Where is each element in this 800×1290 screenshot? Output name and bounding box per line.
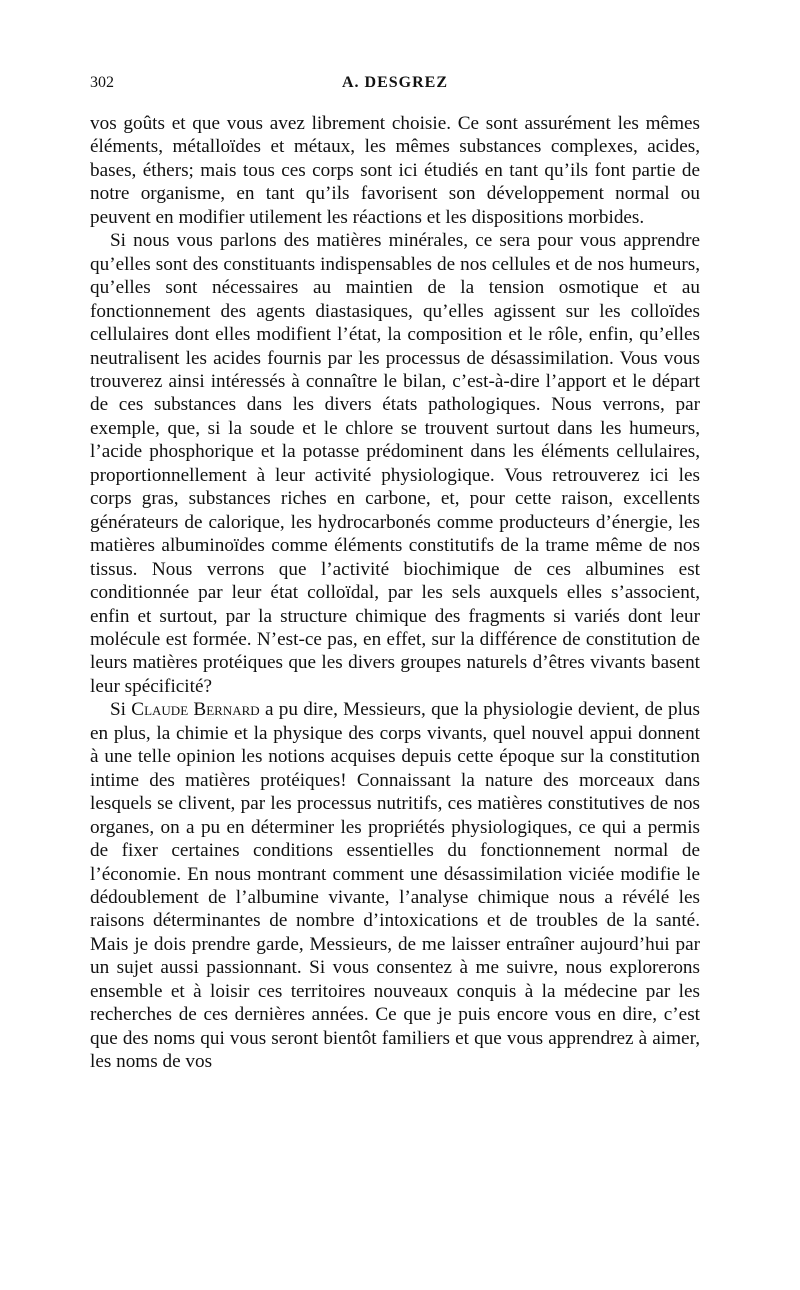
page-number: 302 <box>90 74 114 91</box>
paragraph-3-rest: a pu dire, Messieurs, que la physiologie devient, de plus en plus, la chimie et la physique des corps vivants, quel nouvel appui donnent à une telle opinion les notions acquises depuis cette époque sur la constitution intime des matières protéiques! Connaissant la nature des morceaux dans lesquels se clivent, par les processus nutritifs, ces matières constitutives de nos organes, on a pu en déterminer les propriétés physiologiques, ce qui a permis de fixer certaines conditions essentielles du fonctionnement normal de l’économie. En nous montrant comment une désassimilation viciée modifie le dédoublement de l’albumine vivante, l’analyse chimique nous a révélé les raisons déterminantes de nombre d’intoxications et de troubles de la santé. Mais je dois prendre garde, Messieurs, de me laisser entraîner aujourd’hui par un sujet aussi passionnant. Si vous consentez à me suivre, nous explorerons ensemble et à loisir ces territoires nouveaux conquis à la médecine par les recherches de ces dernières années. Ce que je puis encore vous en dire, c’est que des noms qui vous seront bientôt familiers et que vous apprendrez à aimer, les noms de vos <box>90 699 700 1073</box>
paragraph-1: vos goûts et que vous avez librement choisie. Ce sont assurément les mêmes éléments, métalloïdes et métaux, les mêmes substances complexes, acides, bases, éthers; mais tous ces corps sont ici étudiés en tant qu’ils font partie de notre organisme, en tant qu’ils favorisent son développement normal ou peuvent en modifier utilement les réactions et les dispositions morbides. <box>90 113 700 228</box>
running-head: A. DESGREZ <box>341 74 449 91</box>
paragraph-3 <box>90 698 700 1073</box>
page-header <box>90 70 700 98</box>
body-text <box>90 112 700 1074</box>
document-page <box>90 70 700 1270</box>
author-name-claude-bernard: Claude Bernard <box>131 699 260 721</box>
paragraph-3-start: Si <box>110 699 132 721</box>
paragraph-2: Si nous vous parlons des matières minérales, ce sera pour vous apprendre qu’elles sont des constituants indispensables de nos cellules et de nos humeurs, qu’elles sont nécessaires au maintien de la tension osmotique et au fonctionnement des agents diastasiques, qu’elles agissent sur les colloïdes cellulaires dont elles modifient l’état, la composition et le rôle, enfin, qu’elles neutralisent les acides fournis par les processus de désassimilation. Vous vous trouverez ainsi intéressés à connaître le bilan, c’est-à-dire l’apport et le départ de ces substances dans les divers états pathologiques. Nous verrons, par exemple, que, si la soude et le chlore se trouvent surtout dans les humeurs, l’acide phosphorique et la potasse prédominent dans les éléments cellulaires, proportionnellement à leur activité physiologique. Vous retrouverez ici les corps gras, substances riches en carbone, et, pour cette raison, excellents générateurs de calorique, les hydrocarbonés comme producteurs d’énergie, les matières albuminoïdes comme éléments constitutifs de la trame même de nos tissus. Nous verrons que l’activité biochimique de ces albumines est conditionnée par leur état colloïdal, par les sels auxquels elles s’associent, enfin et surtout, par la structure chimique des fragments si variés dont leur molécule est formée. N’est-ce pas, en effet, sur la différence de constitution de leurs matières protéiques que les divers groupes naturels d’êtres vivants basent leur spécificité? <box>90 230 700 697</box>
